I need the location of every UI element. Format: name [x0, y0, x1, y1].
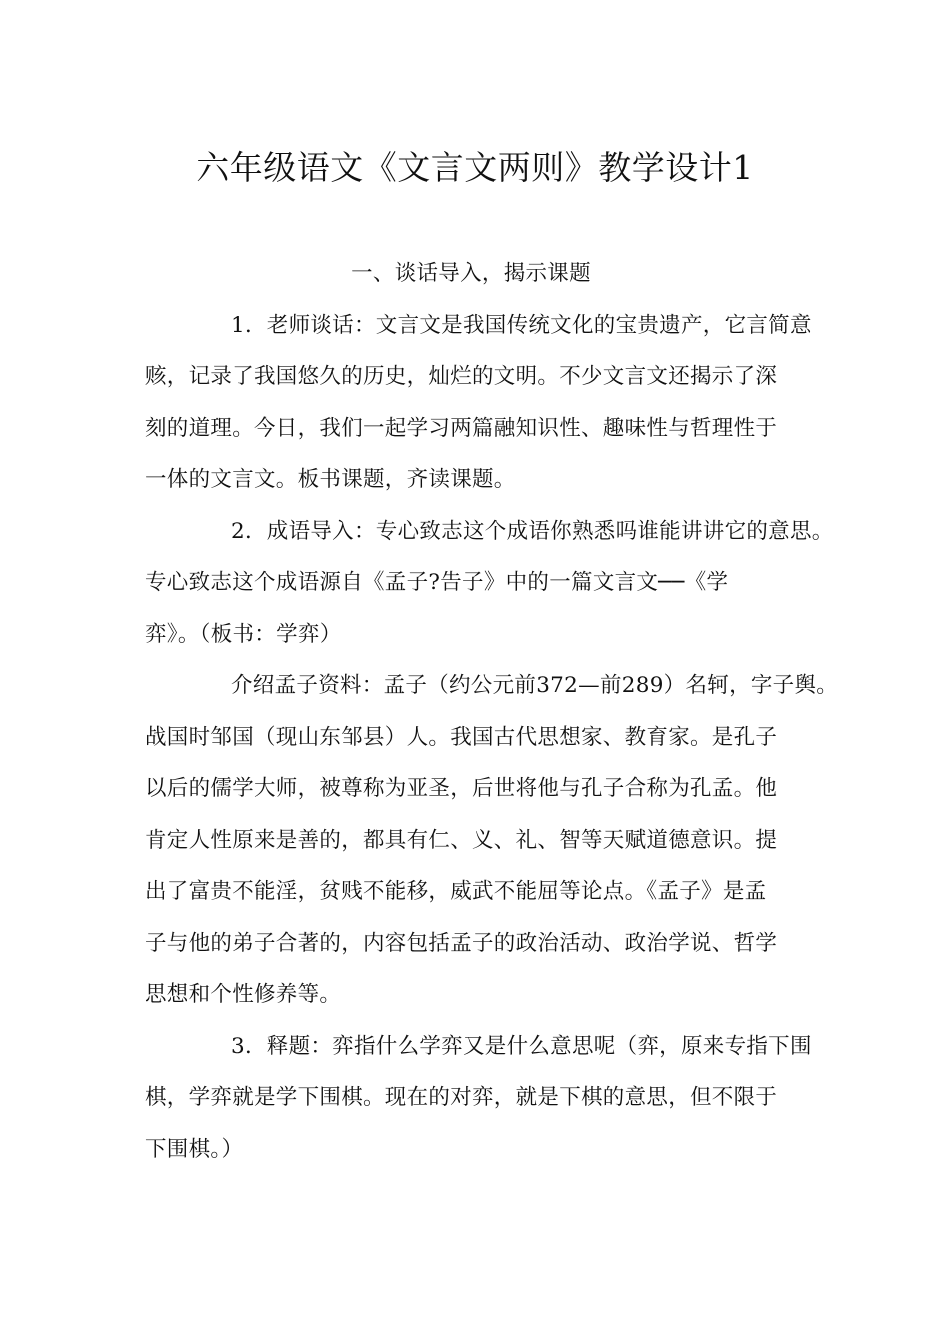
- text-line: 介绍孟子资料：孟子（约公元前372—前289）名轲，字子舆。: [231, 673, 839, 698]
- text-line: 出了富贵不能淫，贫贱不能移，威武不能屈等论点。《孟子》是孟: [145, 879, 767, 904]
- document-body: [145, 248, 839, 1175]
- text-line: 子与他的弟子合著的，内容包括孟子的政治活动、政治学说、哲学: [145, 930, 778, 956]
- text-line: 1．老师谈话：文言文是我国传统文化的宝贵遗产，它言简意: [231, 312, 812, 338]
- paragraph-title-explanation: [145, 1021, 812, 1176]
- text-line: 下围棋。）: [145, 1136, 244, 1162]
- paragraph-idiom-intro: [145, 506, 834, 661]
- text-line: 一体的文言文。板书课题，齐读课题。: [145, 467, 516, 492]
- text-line: 刻的道理。今日，我们一起学习两篇融知识性、趣味性与哲理性于: [145, 415, 778, 441]
- text-line: 2．成语导入：专心致志这个成语你熟悉吗谁能讲讲它的意思。: [231, 518, 834, 544]
- text-line: 战国时邹国（现山东邹县）人。我国古代思想家、教育家。是孔子: [145, 724, 778, 750]
- text-line: 3．释题：弈指什么学弈又是什么意思呢（弈，原来专指下围: [231, 1033, 812, 1059]
- text-line: 肯定人性原来是善的，都具有仁、义、礼、智等天赋道德意识。提: [145, 827, 778, 853]
- document-title: 六年级语文《文言文两则》教学设计1: [196, 148, 754, 188]
- text-line: 赅，记录了我国悠久的历史，灿烂的文明。不少文言文还揭示了深: [145, 364, 778, 389]
- text-line: 专心致志这个成语源自《孟子?告子》中的一篇文言文──《学: [145, 570, 729, 595]
- text-line: 棋，学弈就是学下围棋。现在的对弈，就是下棋的意思，但不限于: [145, 1085, 778, 1110]
- paragraph-mencius-intro: [145, 660, 839, 1021]
- text-line: 以后的儒学大师，被尊称为亚圣，后世将他与孔子合称为孔孟。他: [145, 776, 778, 801]
- text-line: 思想和个性修养等。: [145, 982, 342, 1007]
- paragraph-teacher-talk: [145, 300, 812, 506]
- text-line: 弈》。（板书：学弈）: [145, 621, 342, 647]
- section-heading: 一、谈话导入，揭示课题: [351, 261, 591, 286]
